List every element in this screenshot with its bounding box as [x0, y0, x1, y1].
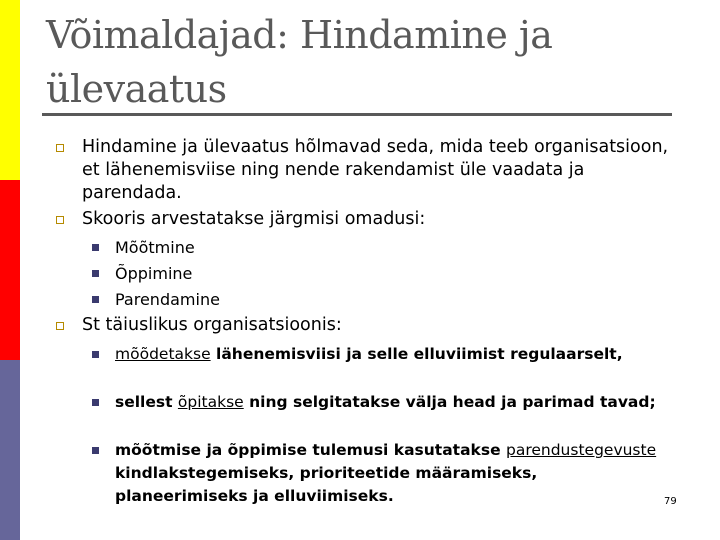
- title-underline: [42, 113, 672, 116]
- sub-bullet-icon: [92, 270, 99, 277]
- bullet-square-icon: [56, 144, 64, 152]
- underlined-term: parendustegevuste: [505, 441, 657, 459]
- bar-segment-purple: [0, 360, 20, 540]
- item-text: kindlakstegemiseks, prioriteetide määramiseks, planeerimiseks ja elluviimiseks.: [115, 464, 538, 505]
- sub-bullet-icon: [92, 399, 99, 406]
- property-item: Õppimine: [115, 264, 193, 283]
- slide-title: Võimaldajad: Hindamine ja ülevaatus: [46, 13, 553, 111]
- bar-segment-yellow: [0, 0, 20, 180]
- sub-bullet-icon: [92, 351, 99, 358]
- item-text: lähenemisviisi ja selle elluviimist regulaarselt,: [210, 345, 623, 363]
- underlined-term: õpitakse: [177, 393, 244, 411]
- property-item: Mõõtmine: [115, 238, 195, 257]
- bar-segment-red: [0, 180, 20, 360]
- item-text: sellest: [115, 393, 178, 411]
- property-item: Parendamine: [115, 290, 220, 309]
- perfect-org-item: [115, 343, 675, 366]
- perfect-org-item: [115, 439, 660, 508]
- bullet-text: St täiuslikus organisatsioonis:: [82, 315, 342, 335]
- underlined-term: mõõdetakse: [115, 345, 211, 363]
- left-color-bar: [0, 0, 20, 540]
- bullet-text: Hindamine ja ülevaatus hõlmavad seda, mida teeb organisatsioon, et lähenemisviise ning nende rakendamist üle vaadata ja parendada.: [82, 137, 669, 203]
- bullet-text: Skooris arvestatakse järgmisi omadusi:: [82, 209, 426, 229]
- item-text: mõõtmise ja õppimise tulemusi kasutatakse: [115, 441, 506, 459]
- sub-bullet-icon: [92, 244, 99, 251]
- bullet-square-icon: [56, 216, 64, 224]
- sub-bullet-icon: [92, 447, 99, 454]
- sub-bullet-icon: [92, 296, 99, 303]
- item-text: ning selgitatakse välja head ja parimad tavad;: [243, 393, 656, 411]
- page-number: 79: [664, 496, 677, 507]
- perfect-org-item: [115, 391, 675, 414]
- bullet-square-icon: [56, 322, 64, 330]
